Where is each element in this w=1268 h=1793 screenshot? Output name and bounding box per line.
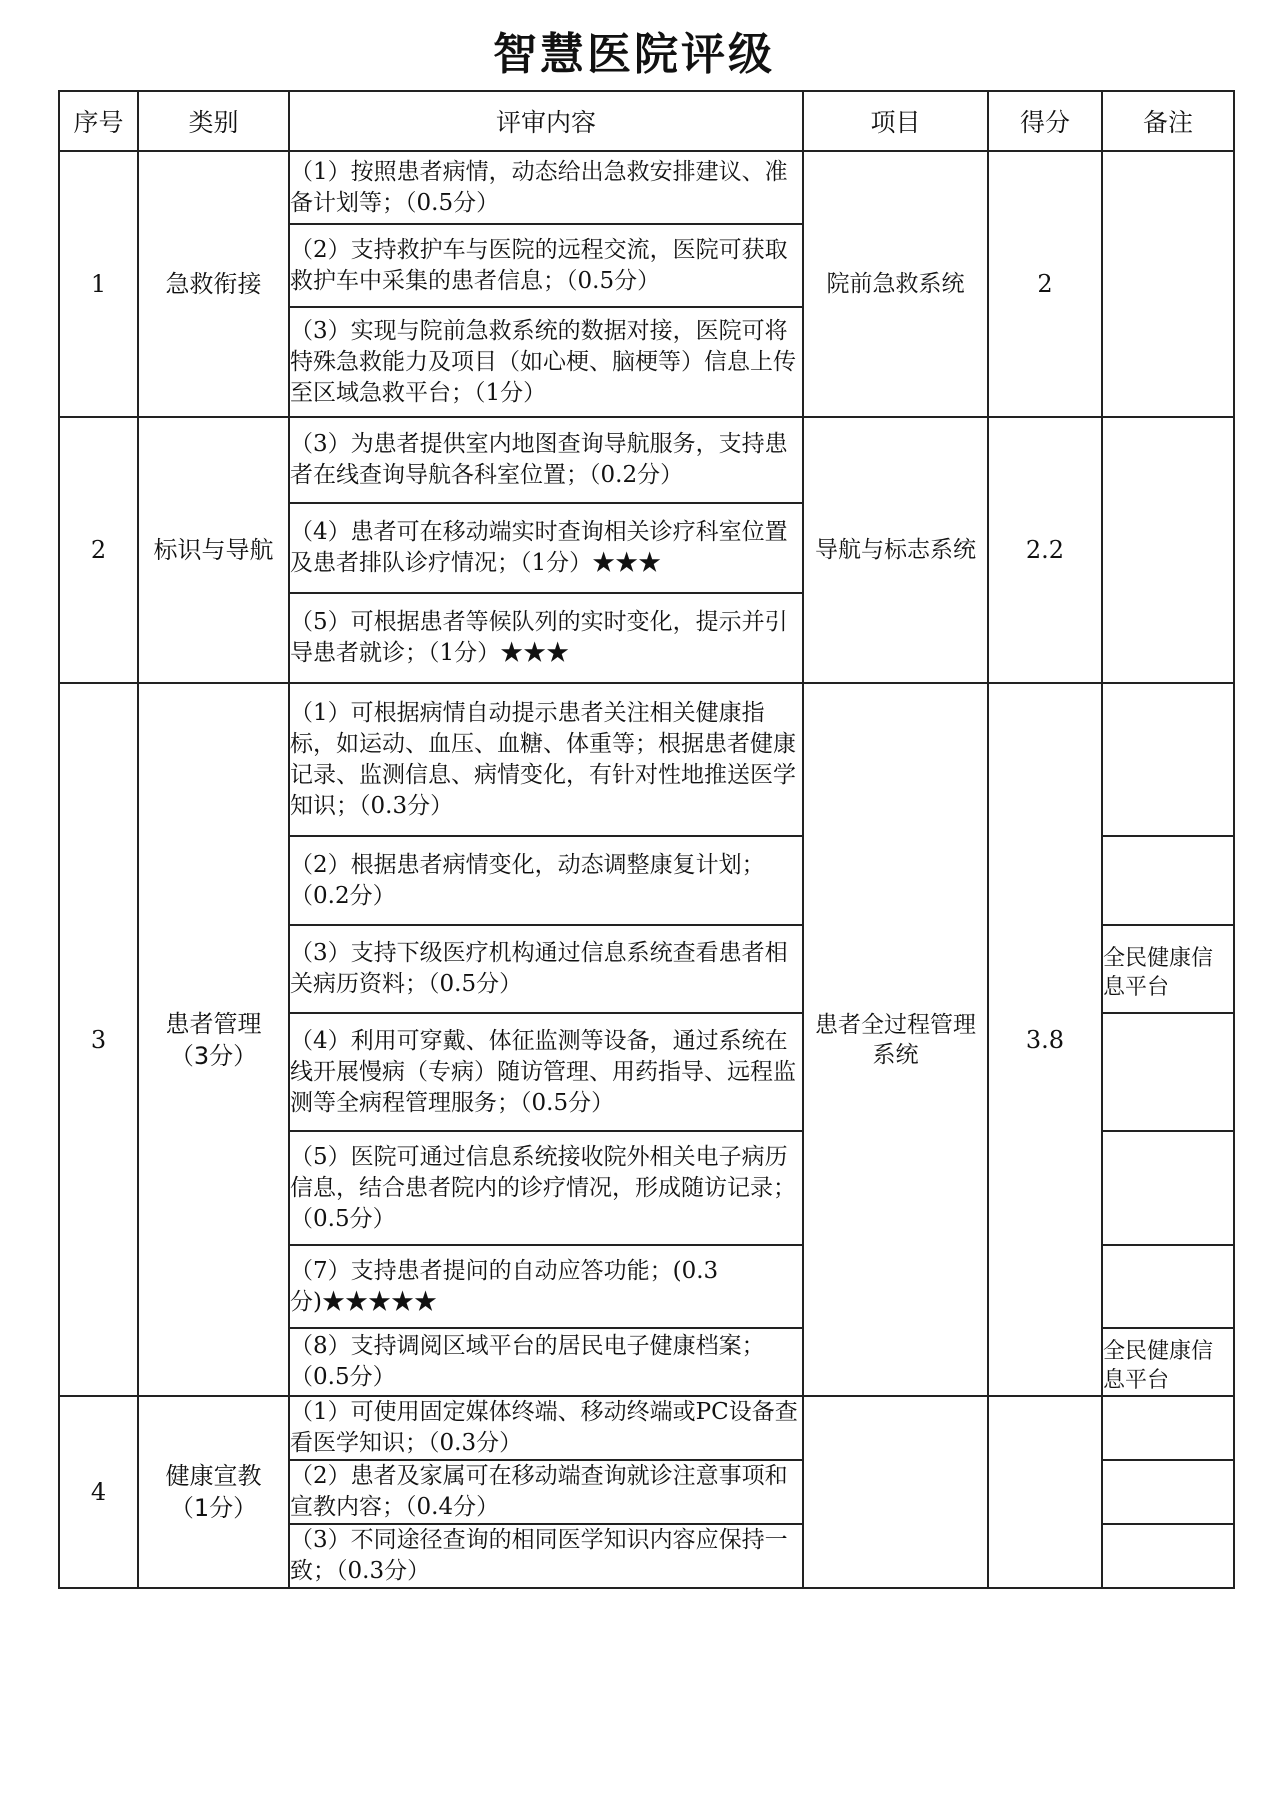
item-remark: [1102, 1245, 1234, 1328]
section-remark: [1102, 151, 1234, 417]
section-seq: 2: [59, 417, 138, 683]
item-content: （1）可根据病情自动提示患者关注相关健康指标，如运动、血压、血糖、体重等；根据患者健康记录、监测信息、病情变化，有针对性地推送医学知识；（0.3分）: [289, 683, 803, 836]
item-remark: 全民健康信息平台: [1102, 1328, 1234, 1396]
section-project: 患者全过程管理系统: [803, 683, 988, 1396]
header-category: 类别: [138, 91, 289, 151]
item-content: （4）患者可在移动端实时查询相关诊疗科室位置及患者排队诊疗情况；（1分）★★★: [289, 503, 803, 593]
section-category: [138, 683, 289, 1396]
item-content: （1）可使用固定媒体终端、移动终端或PC设备查看医学知识；（0.3分）: [289, 1396, 803, 1460]
item-remark: [1102, 1460, 1234, 1524]
page-title: 智慧医院评级: [493, 29, 775, 80]
item-content: （2）支持救护车与医院的远程交流，医院可获取救护车中采集的患者信息；（0.5分）: [289, 224, 803, 307]
category-points: （3分）: [169, 1041, 258, 1070]
section-category: 急救衔接: [138, 151, 289, 417]
section-project: 院前急救系统: [803, 151, 988, 417]
item-content: （4）利用可穿戴、体征监测等设备，通过系统在线开展慢病（专病）随访管理、用药指导、远程监测等全病程管理服务；（0.5分）: [289, 1013, 803, 1131]
section-score: [988, 1396, 1102, 1588]
table-row: [59, 417, 1234, 503]
item-content: （5）医院可通过信息系统接收院外相关电子病历信息，结合患者院内的诊疗情况，形成随访记录；（0.5分）: [289, 1131, 803, 1245]
header-seq: 序号: [59, 91, 138, 151]
section-remark: [1102, 417, 1234, 683]
evaluation-table: [58, 90, 1235, 1589]
category-name: 健康宣教: [165, 1462, 262, 1490]
section-project: [803, 1396, 988, 1588]
item-content: （3）实现与院前急救系统的数据对接，医院可将特殊急救能力及项目（如心梗、脑梗等）信息上传至区域急救平台；（1分）: [289, 307, 803, 417]
section-score: 2.2: [988, 417, 1102, 683]
table-row: [59, 151, 1234, 224]
section-score: 2: [988, 151, 1102, 417]
section-seq: 3: [59, 683, 138, 1396]
item-content: （3）为患者提供室内地图查询导航服务，支持患者在线查询导航各科室位置；（0.2分）: [289, 417, 803, 503]
item-remark: [1102, 1524, 1234, 1588]
item-remark: [1102, 683, 1234, 836]
item-content: （1）按照患者病情，动态给出急救安排建议、准备计划等；（0.5分）: [289, 151, 803, 224]
item-content: （3）支持下级医疗机构通过信息系统查看患者相关病历资料；（0.5分）: [289, 925, 803, 1013]
header-content: 评审内容: [289, 91, 803, 151]
section-score: 3.8: [988, 683, 1102, 1396]
header-remark: 备注: [1102, 91, 1234, 151]
item-remark: [1102, 1396, 1234, 1460]
header-score: 得分: [988, 91, 1102, 151]
item-remark: [1102, 836, 1234, 925]
section-seq: 1: [59, 151, 138, 417]
item-content: （8）支持调阅区域平台的居民电子健康档案；（0.5分）: [289, 1328, 803, 1396]
item-remark: [1102, 1013, 1234, 1131]
item-content: （2）根据患者病情变化，动态调整康复计划；（0.2分）: [289, 836, 803, 925]
section-category: 标识与导航: [138, 417, 289, 683]
item-content: （7）支持患者提问的自动应答功能；(0.3分)★★★★★: [289, 1245, 803, 1328]
item-remark: [1102, 1131, 1234, 1245]
section-category: [138, 1396, 289, 1588]
header-project: 项目: [803, 91, 988, 151]
category-points: （1分）: [169, 1494, 258, 1522]
item-content: （5）可根据患者等候队列的实时变化，提示并引导患者就诊；（1分）★★★: [289, 593, 803, 683]
item-remark: 全民健康信息平台: [1102, 925, 1234, 1013]
section-project: 导航与标志系统: [803, 417, 988, 683]
section-seq: 4: [59, 1396, 138, 1588]
category-name: 患者管理: [165, 1009, 262, 1038]
item-content: （2）患者及家属可在移动端查询就诊注意事项和宣教内容；（0.4分）: [289, 1460, 803, 1524]
table-row: [59, 1396, 1234, 1460]
table-row: [59, 683, 1234, 836]
item-content: （3）不同途径查询的相同医学知识内容应保持一致；（0.3分）: [289, 1524, 803, 1588]
header-row: [59, 91, 1234, 151]
